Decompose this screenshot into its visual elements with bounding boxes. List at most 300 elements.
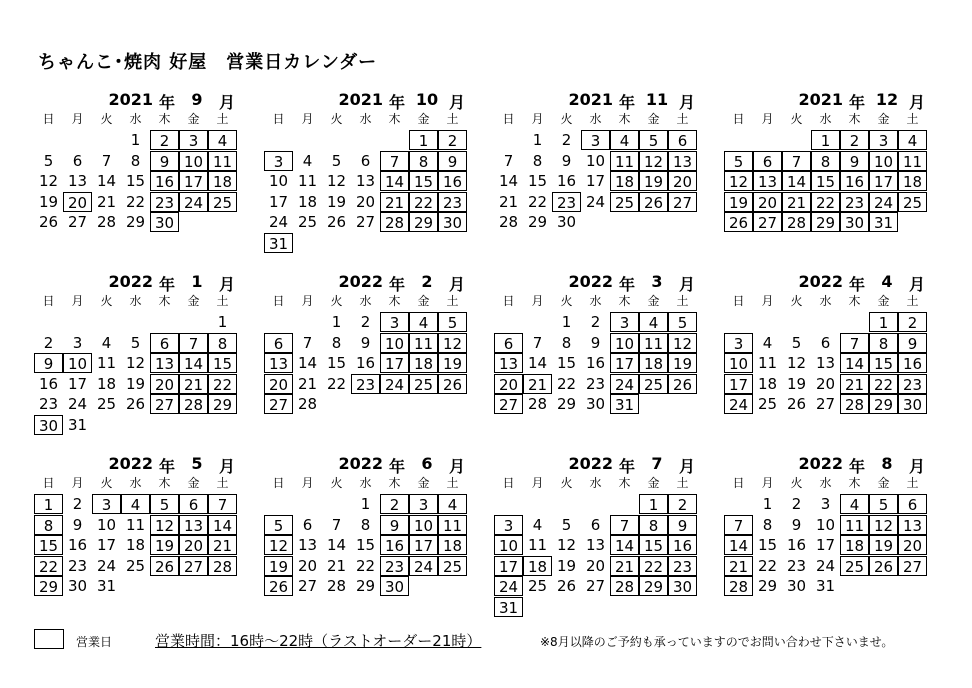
day: 10 bbox=[585, 151, 606, 170]
day: 12 bbox=[786, 354, 807, 372]
day: 23 bbox=[786, 556, 807, 575]
day-open: 31 bbox=[610, 394, 639, 414]
day: 15 bbox=[556, 354, 577, 372]
weekday-label: 木 bbox=[618, 294, 631, 308]
day-open: 8 bbox=[869, 333, 898, 353]
weekday-label: 木 bbox=[158, 112, 171, 126]
day: 31 bbox=[96, 577, 117, 595]
day-open: 14 bbox=[208, 515, 237, 535]
day-open: 14 bbox=[179, 353, 208, 373]
month-year: 2022 bbox=[338, 454, 383, 473]
day-open: 9 bbox=[668, 515, 697, 535]
day-open: 27 bbox=[753, 212, 782, 232]
day: 15 bbox=[527, 172, 548, 190]
day: 15 bbox=[125, 172, 146, 190]
day-open: 4 bbox=[409, 312, 438, 332]
day: 22 bbox=[556, 374, 577, 393]
day: 25 bbox=[757, 395, 778, 413]
day-open: 5 bbox=[724, 151, 753, 171]
day: 19 bbox=[326, 192, 347, 211]
day-open: 9 bbox=[150, 151, 179, 171]
day: 5 bbox=[791, 333, 802, 352]
day: 19 bbox=[556, 556, 577, 575]
month-year: 2022 bbox=[568, 454, 613, 473]
day-open: 19 bbox=[639, 171, 668, 191]
weekday-label: 水 bbox=[129, 112, 142, 126]
day: 8 bbox=[762, 515, 773, 534]
day: 3 bbox=[820, 495, 831, 513]
day-open: 24 bbox=[724, 394, 753, 414]
day-open: 21 bbox=[610, 556, 639, 576]
day-open: 28 bbox=[840, 394, 869, 414]
day-open: 18 bbox=[639, 353, 668, 373]
day: 1 bbox=[130, 131, 141, 149]
day: 26 bbox=[326, 213, 347, 231]
day-open: 15 bbox=[34, 535, 63, 555]
day-open: 8 bbox=[639, 515, 668, 535]
day: 14 bbox=[96, 172, 117, 190]
weekday-label: 日 bbox=[732, 476, 745, 490]
day-open: 23 bbox=[150, 192, 179, 212]
day: 5 bbox=[561, 515, 572, 534]
month-number: 1 bbox=[191, 272, 203, 291]
day-open: 9 bbox=[438, 151, 467, 171]
day: 24 bbox=[815, 556, 836, 575]
day: 28 bbox=[527, 395, 548, 413]
day-open: 22 bbox=[869, 374, 898, 394]
day-open: 19 bbox=[438, 353, 467, 373]
weekday-label: 日 bbox=[502, 294, 515, 308]
day-open: 4 bbox=[840, 494, 869, 514]
day-open: 22 bbox=[639, 556, 668, 576]
day-open: 31 bbox=[264, 233, 293, 253]
day-open: 5 bbox=[438, 312, 467, 332]
day-open: 21 bbox=[840, 374, 869, 394]
day-open: 3 bbox=[380, 312, 409, 332]
weekday-label: 土 bbox=[446, 294, 459, 308]
day-open: 30 bbox=[840, 212, 869, 232]
day-open: 23 bbox=[668, 556, 697, 576]
day-open: 9 bbox=[840, 151, 869, 171]
month-kanji: 月 bbox=[908, 93, 925, 112]
weekday-label: 土 bbox=[676, 476, 689, 490]
day-open: 3 bbox=[581, 130, 610, 150]
day-open: 23 bbox=[898, 374, 927, 394]
day: 18 bbox=[125, 536, 146, 554]
day: 13 bbox=[585, 536, 606, 554]
day-open: 11 bbox=[840, 515, 869, 535]
weekday-label: 月 bbox=[761, 294, 774, 308]
day-open: 12 bbox=[264, 535, 293, 555]
day-open: 5 bbox=[869, 494, 898, 514]
day: 21 bbox=[297, 374, 318, 393]
day: 7 bbox=[331, 515, 342, 534]
weekday-label: 月 bbox=[531, 112, 544, 126]
weekday-label: 火 bbox=[790, 294, 803, 308]
day: 16 bbox=[786, 536, 807, 554]
day: 28 bbox=[498, 213, 519, 231]
day-open: 11 bbox=[898, 151, 927, 171]
day-open: 17 bbox=[724, 374, 753, 394]
day: 30 bbox=[786, 577, 807, 595]
day-open: 3 bbox=[409, 494, 438, 514]
day: 23 bbox=[67, 556, 88, 575]
month-header bbox=[494, 270, 697, 292]
month-number: 2 bbox=[421, 272, 433, 291]
day: 9 bbox=[590, 333, 601, 352]
day-open: 18 bbox=[523, 556, 552, 576]
month-number: 9 bbox=[191, 90, 203, 109]
day: 27 bbox=[297, 577, 318, 595]
month-header bbox=[264, 270, 467, 292]
day-open: 27 bbox=[150, 394, 179, 414]
day-open: 22 bbox=[34, 556, 63, 576]
day: 20 bbox=[585, 556, 606, 575]
day-open: 19 bbox=[668, 353, 697, 373]
weekday-label: 木 bbox=[848, 294, 861, 308]
day: 29 bbox=[125, 213, 146, 231]
month-kanji: 月 bbox=[218, 275, 235, 294]
month-kanji: 月 bbox=[218, 93, 235, 112]
day-open: 4 bbox=[610, 130, 639, 150]
month-kanji: 月 bbox=[448, 275, 465, 294]
weekday-label: 土 bbox=[676, 112, 689, 126]
day: 4 bbox=[762, 333, 773, 352]
day-open: 17 bbox=[409, 535, 438, 555]
month-header bbox=[34, 452, 237, 474]
day: 23 bbox=[38, 395, 59, 413]
day-open: 12 bbox=[438, 333, 467, 353]
day-open: 1 bbox=[409, 130, 438, 150]
weekday-label: 日 bbox=[732, 112, 745, 126]
day-open: 7 bbox=[610, 515, 639, 535]
day-open: 2 bbox=[380, 494, 409, 514]
day: 16 bbox=[556, 172, 577, 190]
day-open: 26 bbox=[668, 374, 697, 394]
day-open: 1 bbox=[34, 494, 63, 514]
day-open: 28 bbox=[208, 556, 237, 576]
day: 6 bbox=[590, 515, 601, 534]
day: 31 bbox=[67, 415, 88, 434]
day-open: 15 bbox=[639, 535, 668, 555]
day-open: 24 bbox=[494, 576, 523, 596]
day-open: 26 bbox=[150, 556, 179, 576]
day-open: 4 bbox=[121, 494, 150, 514]
month-calendar bbox=[494, 270, 697, 440]
day: 30 bbox=[67, 577, 88, 595]
day: 18 bbox=[297, 192, 318, 211]
day-open: 4 bbox=[639, 312, 668, 332]
day-open: 2 bbox=[438, 130, 467, 150]
day: 12 bbox=[125, 354, 146, 372]
weekday-label: 火 bbox=[790, 112, 803, 126]
day-open: 31 bbox=[869, 212, 898, 232]
day-open: 17 bbox=[179, 171, 208, 191]
day-open: 25 bbox=[208, 192, 237, 212]
month-number: 12 bbox=[875, 90, 899, 109]
day: 17 bbox=[585, 172, 606, 190]
day: 21 bbox=[96, 192, 117, 211]
day: 18 bbox=[757, 374, 778, 393]
day-open: 19 bbox=[264, 556, 293, 576]
day: 9 bbox=[561, 151, 572, 170]
day-open: 16 bbox=[438, 171, 467, 191]
weekday-label: 土 bbox=[216, 294, 229, 308]
weekday-label: 金 bbox=[877, 476, 890, 490]
weekday-label: 日 bbox=[42, 112, 55, 126]
day: 9 bbox=[791, 515, 802, 534]
month-calendar bbox=[34, 88, 237, 258]
day-open: 3 bbox=[494, 515, 523, 535]
day-open: 21 bbox=[782, 192, 811, 212]
weekday-label: 土 bbox=[446, 112, 459, 126]
day-open: 24 bbox=[869, 192, 898, 212]
month-calendar bbox=[724, 270, 927, 440]
day-open: 13 bbox=[668, 151, 697, 171]
business-hours: 営業時間：16時～22時（ラストオーダー21時） bbox=[155, 632, 482, 650]
day-open: 23 bbox=[438, 192, 467, 212]
weekday-label: 月 bbox=[301, 476, 314, 490]
day-open: 3 bbox=[92, 494, 121, 514]
month-year: 2021 bbox=[338, 90, 383, 109]
day-open: 24 bbox=[610, 374, 639, 394]
day: 7 bbox=[302, 333, 313, 352]
day: 13 bbox=[67, 172, 88, 190]
month-header bbox=[724, 452, 927, 474]
month-number: 6 bbox=[421, 454, 433, 473]
weekday-label: 水 bbox=[129, 294, 142, 308]
day-open: 15 bbox=[869, 353, 898, 373]
month-kanji: 月 bbox=[448, 93, 465, 112]
weekday-label: 土 bbox=[216, 112, 229, 126]
month-kanji: 月 bbox=[448, 457, 465, 476]
month-kanji: 月 bbox=[678, 93, 695, 112]
day: 25 bbox=[96, 395, 117, 413]
day-open: 26 bbox=[264, 576, 293, 596]
weekday-label: 火 bbox=[100, 476, 113, 490]
day: 8 bbox=[360, 515, 371, 534]
day-open: 1 bbox=[639, 494, 668, 514]
day-open: 29 bbox=[811, 212, 840, 232]
weekday-label: 水 bbox=[359, 112, 372, 126]
weekday-label: 日 bbox=[42, 294, 55, 308]
day-open: 11 bbox=[438, 515, 467, 535]
day-open: 21 bbox=[523, 374, 552, 394]
month-header bbox=[34, 88, 237, 110]
reservation-note: ※8月以降のご予約も承っていますのでお問い合わせ下さいませ。 bbox=[540, 635, 894, 649]
day-open: 31 bbox=[494, 597, 523, 617]
month-number: 7 bbox=[651, 454, 663, 473]
day-open: 8 bbox=[34, 515, 63, 535]
day: 19 bbox=[125, 374, 146, 393]
day-open: 5 bbox=[668, 312, 697, 332]
legend-label: 営業日 bbox=[76, 635, 113, 649]
day-open: 15 bbox=[811, 171, 840, 191]
year-kanji: 年 bbox=[848, 275, 865, 294]
day-open: 19 bbox=[869, 535, 898, 555]
weekday-label: 月 bbox=[531, 476, 544, 490]
month-number: 8 bbox=[881, 454, 893, 473]
month-calendar bbox=[264, 452, 467, 622]
day-open: 7 bbox=[179, 333, 208, 353]
day-open: 18 bbox=[840, 535, 869, 555]
day: 28 bbox=[326, 577, 347, 595]
day-open: 28 bbox=[782, 212, 811, 232]
month-header bbox=[264, 452, 467, 474]
day: 24 bbox=[268, 213, 289, 231]
weekday-label: 水 bbox=[819, 294, 832, 308]
day-open: 5 bbox=[150, 494, 179, 514]
day: 30 bbox=[585, 395, 606, 413]
day-open: 10 bbox=[869, 151, 898, 171]
day-open: 29 bbox=[34, 576, 63, 596]
month-header bbox=[34, 270, 237, 292]
day-open: 28 bbox=[179, 394, 208, 414]
day-open: 18 bbox=[898, 171, 927, 191]
day-open: 22 bbox=[409, 192, 438, 212]
day-open: 17 bbox=[380, 353, 409, 373]
year-kanji: 年 bbox=[618, 93, 635, 112]
day: 30 bbox=[556, 213, 577, 231]
day: 12 bbox=[326, 172, 347, 190]
day: 21 bbox=[498, 192, 519, 211]
day-open: 13 bbox=[753, 171, 782, 191]
year-kanji: 年 bbox=[158, 93, 175, 112]
day-open: 6 bbox=[898, 494, 927, 514]
day-open: 10 bbox=[63, 353, 92, 373]
day-open: 20 bbox=[179, 535, 208, 555]
day: 8 bbox=[561, 333, 572, 352]
day: 15 bbox=[757, 536, 778, 554]
day: 22 bbox=[757, 556, 778, 575]
day-open: 27 bbox=[898, 556, 927, 576]
day-open: 19 bbox=[724, 192, 753, 212]
weekday-label: 月 bbox=[71, 112, 84, 126]
day: 20 bbox=[815, 374, 836, 393]
weekday-label: 月 bbox=[301, 294, 314, 308]
day: 19 bbox=[786, 374, 807, 393]
day: 27 bbox=[815, 395, 836, 413]
month-calendar bbox=[494, 452, 697, 622]
year-kanji: 年 bbox=[388, 457, 405, 476]
day-open: 27 bbox=[179, 556, 208, 576]
day-open: 16 bbox=[380, 535, 409, 555]
day: 14 bbox=[326, 536, 347, 554]
day-open: 29 bbox=[869, 394, 898, 414]
day: 10 bbox=[96, 515, 117, 534]
weekday-label: 木 bbox=[158, 294, 171, 308]
day-open: 4 bbox=[898, 130, 927, 150]
day: 11 bbox=[297, 172, 318, 190]
day-open: 29 bbox=[409, 212, 438, 232]
day-open: 7 bbox=[840, 333, 869, 353]
day: 27 bbox=[355, 213, 376, 231]
day-open: 17 bbox=[610, 353, 639, 373]
weekday-label: 火 bbox=[330, 476, 343, 490]
day-open: 13 bbox=[898, 515, 927, 535]
weekday-label: 日 bbox=[42, 476, 55, 490]
day-open: 27 bbox=[264, 394, 293, 414]
day-open: 25 bbox=[610, 192, 639, 212]
weekday-label: 水 bbox=[589, 476, 602, 490]
day-open: 4 bbox=[208, 130, 237, 150]
day-open: 20 bbox=[264, 374, 293, 394]
day: 8 bbox=[331, 333, 342, 352]
weekday-label: 金 bbox=[187, 476, 200, 490]
day-open: 26 bbox=[438, 374, 467, 394]
day-open: 20 bbox=[150, 374, 179, 394]
day: 25 bbox=[125, 556, 146, 575]
day-open: 25 bbox=[840, 556, 869, 576]
day: 19 bbox=[38, 192, 59, 211]
day-open: 6 bbox=[179, 494, 208, 514]
day-open: 25 bbox=[438, 556, 467, 576]
day-open: 24 bbox=[409, 556, 438, 576]
year-kanji: 年 bbox=[618, 457, 635, 476]
day: 1 bbox=[532, 131, 543, 149]
day-open: 11 bbox=[208, 151, 237, 171]
day-open: 9 bbox=[34, 353, 63, 373]
day-open: 25 bbox=[898, 192, 927, 212]
month-kanji: 月 bbox=[908, 457, 925, 476]
day-open: 9 bbox=[898, 333, 927, 353]
day-open: 6 bbox=[264, 333, 293, 353]
day: 17 bbox=[815, 536, 836, 554]
day-open: 12 bbox=[668, 333, 697, 353]
day: 11 bbox=[96, 354, 117, 372]
day-open: 23 bbox=[380, 556, 409, 576]
day: 7 bbox=[101, 151, 112, 170]
day-open: 8 bbox=[811, 151, 840, 171]
day-open: 1 bbox=[869, 312, 898, 332]
day-open: 3 bbox=[264, 151, 293, 171]
day: 24 bbox=[585, 192, 606, 211]
weekday-label: 水 bbox=[359, 294, 372, 308]
year-kanji: 年 bbox=[388, 93, 405, 112]
month-calendar bbox=[724, 452, 927, 622]
day: 4 bbox=[302, 151, 313, 170]
weekday-label: 日 bbox=[272, 476, 285, 490]
day: 23 bbox=[585, 374, 606, 393]
day-open: 26 bbox=[639, 192, 668, 212]
day: 2 bbox=[590, 313, 601, 331]
day-open: 7 bbox=[724, 515, 753, 535]
year-kanji: 年 bbox=[848, 457, 865, 476]
weekday-label: 土 bbox=[446, 476, 459, 490]
weekday-label: 金 bbox=[417, 476, 430, 490]
weekday-label: 木 bbox=[388, 112, 401, 126]
month-header bbox=[494, 88, 697, 110]
day-open: 10 bbox=[494, 535, 523, 555]
day-open: 10 bbox=[409, 515, 438, 535]
day-open: 3 bbox=[869, 130, 898, 150]
month-number: 4 bbox=[881, 272, 893, 291]
weekday-label: 日 bbox=[502, 476, 515, 490]
day-open: 24 bbox=[179, 192, 208, 212]
day-open: 6 bbox=[494, 333, 523, 353]
day-open: 27 bbox=[494, 394, 523, 414]
month-year: 2022 bbox=[798, 272, 843, 291]
day: 4 bbox=[101, 333, 112, 352]
month-kanji: 月 bbox=[678, 275, 695, 294]
weekday-label: 土 bbox=[906, 112, 919, 126]
day: 13 bbox=[297, 536, 318, 554]
day: 17 bbox=[67, 374, 88, 393]
weekday-label: 火 bbox=[560, 112, 573, 126]
day: 7 bbox=[532, 333, 543, 352]
day-open: 8 bbox=[208, 333, 237, 353]
weekday-label: 金 bbox=[877, 294, 890, 308]
